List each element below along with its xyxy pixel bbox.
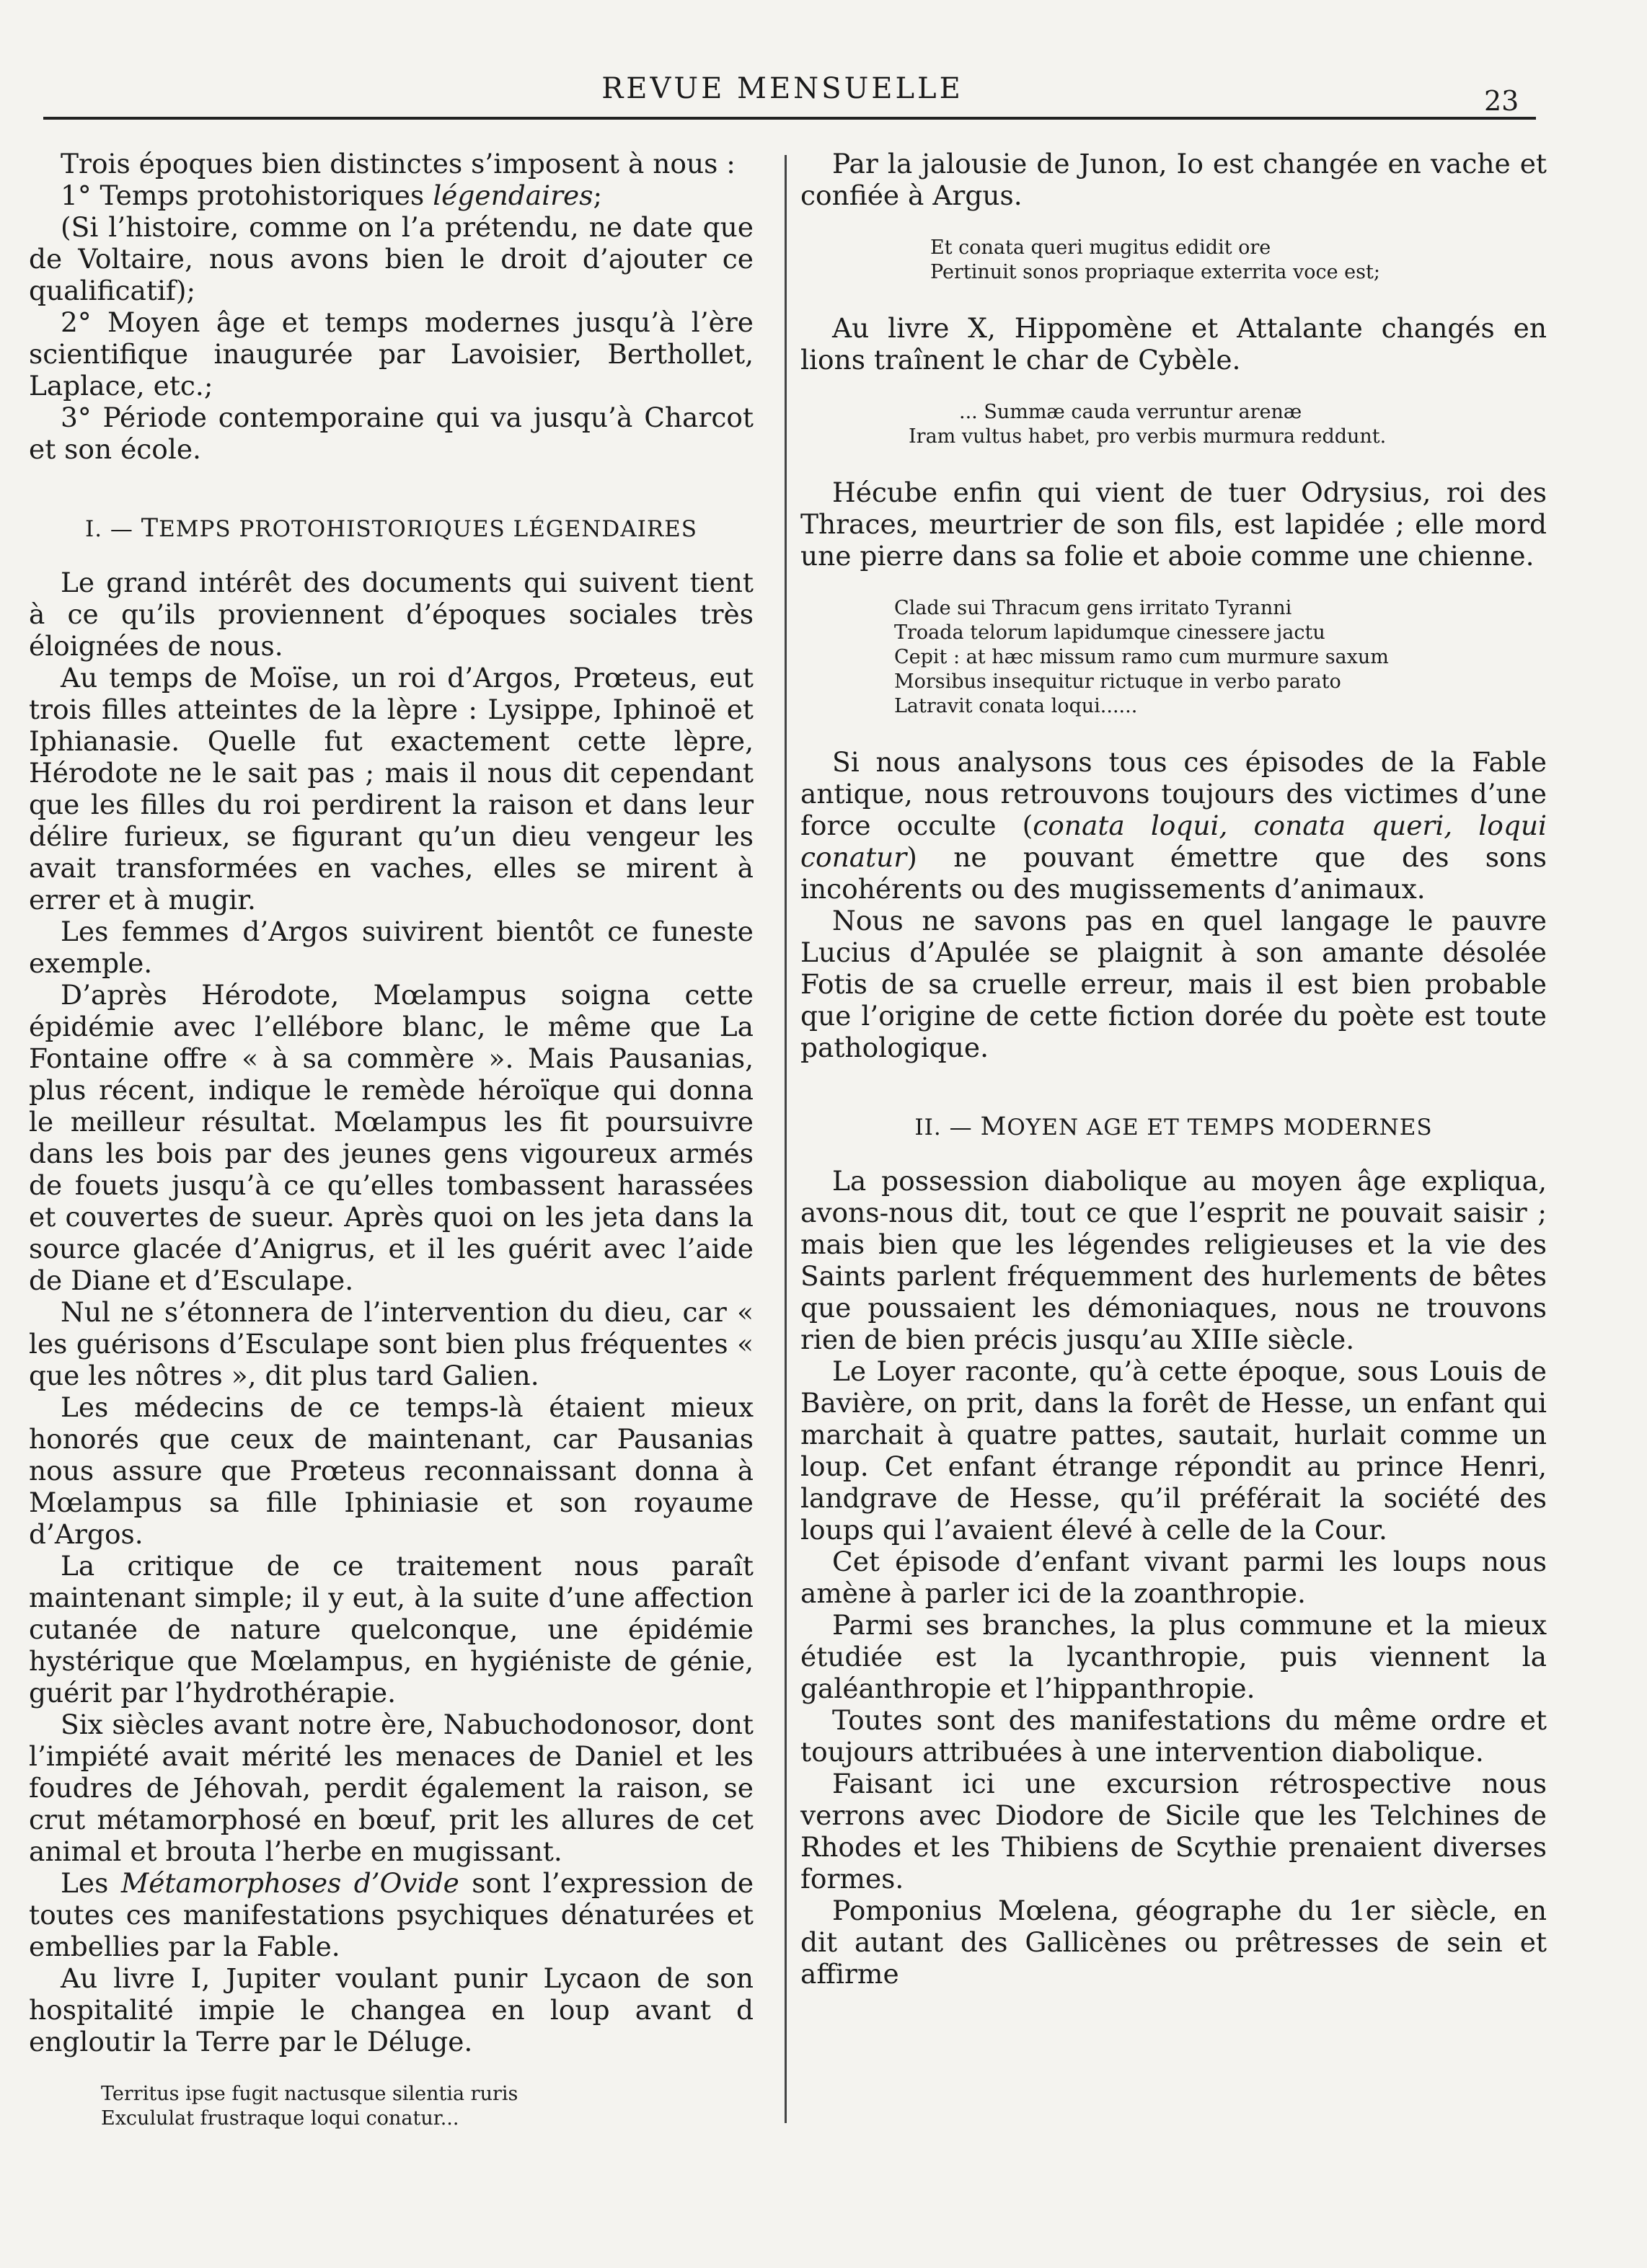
paragraph: Cet épisode d’enfant vivant parmi les loups nous amène à parler ici de la zoanthropie.	[800, 1546, 1547, 1609]
paragraph: Faisant ici une excursion rétrospective nous verrons avec Diodore de Sicile que les Telchines de Rhodes et les Thibiens de Scythie prenaient diverses formes.	[800, 1768, 1547, 1895]
paragraph: Les Métamorphoses d’Ovide sont l’expression de toutes ces manifestations psychiques dénaturées et embellies par la Fable.	[29, 1867, 754, 1962]
quote-line: Et conata queri mugitus edidit ore	[930, 236, 1271, 259]
right-column	[800, 148, 1547, 1990]
quote-line: Territus ipse fugit nactusque silentia ruris	[101, 2083, 518, 2105]
epoch-3: 3° Période contemporaine qui va jusqu’à Charcot et son école.	[29, 402, 754, 465]
paragraph: Le grand intérêt des documents qui suivent tient à ce qu’ils proviennent d’époques sociales très éloignées de nous.	[29, 567, 754, 662]
paragraph: Toutes sont des manifestations du même ordre et toujours attribuées à une intervention diabolique.	[800, 1704, 1547, 1768]
quote-line: Iram vultus habet, pro verbis murmura reddunt.	[909, 425, 1387, 448]
paragraph: Par la jalousie de Junon, Io est changée en vache et confiée à Argus.	[800, 148, 1547, 211]
epoch-2: 2° Moyen âge et temps modernes jusqu’à l’ère scientifique inaugurée par Lavoisier, Berthollet, Laplace, etc.;	[29, 306, 754, 402]
page-number: 23	[1484, 85, 1519, 117]
paragraph: Les médecins de ce temps-là étaient mieux honorés que ceux de maintenant, car Pausanias nous assure que Prœteus reconnaissant donna à Mœlampus sa fille Iphiniasie et son royaume d’Argos.	[29, 1391, 754, 1550]
latin-quote	[101, 2082, 754, 2131]
paragraph: Au livre X, Hippomène et Attalante changés en lions traînent le char de Cybèle.	[800, 312, 1547, 376]
column-divider	[785, 155, 787, 2123]
quote-line: Pertinuit sonos propriaque exterrita voce est;	[930, 261, 1380, 283]
paragraph: Six siècles avant notre ère, Nabuchodonosor, dont l’impiété avait mérité les menaces de Daniel et les foudres de Jéhovah, perdit également la raison, se crut métamorphosé en bœuf, prit les allures de cet animal et brouta l’herbe en mugissant.	[29, 1709, 754, 1867]
paragraph: La possession diabolique au moyen âge expliqua, avons-nous dit, tout ce que l’esprit ne pouvait saisir ; mais bien que les légendes religieuses et la vie des Saints parlent fréquemment des hurlements de bêtes que poussaient les démoniaques, nous ne trouvons rien de bien précis jusqu’au XIIIe siècle.	[800, 1165, 1547, 1355]
latin-quote	[930, 236, 1547, 285]
running-head: REVUE MENSUELLE	[601, 72, 963, 105]
paragraph: Parmi ses branches, la plus commune et la mieux étudiée est la lycanthropie, puis viennent la galéanthropie et l’hippanthropie.	[800, 1609, 1547, 1704]
quote-line: Excululat frustraque loqui conatur...	[101, 2107, 459, 2130]
paragraph: Hécube enfin qui vient de tuer Odrysius, roi des Thraces, meurtrier de son fils, est lapidée ; elle mord une pierre dans sa folie et aboie comme une chienne.	[800, 477, 1547, 572]
paragraph: D’après Hérodote, Mœlampus soigna cette épidémie avec l’ellébore blanc, le même que La Fontaine offre « à sa commère ». Mais Pausanias, plus récent, indique le remède héroïque qui donna le meilleur résultat. Mœlampus les fit poursuivre dans les bois par des jeunes gens vigoureux armés de fouets jusqu’à ce qu’elles tombassent harassées et couvertes de sueur. Après quoi on les jeta dans la source glacée d’Anigrus, et il les guérit avec l’aide de Diane et d’Esculape.	[29, 979, 754, 1296]
paragraph: Au livre I, Jupiter voulant punir Lycaon de son hospitalité impie le changea en loup avant d engloutir la Terre par le Déluge.	[29, 1962, 754, 2057]
quote-line: Troada telorum lapidumque cinessere jactu	[894, 621, 1325, 644]
latin-quote	[909, 400, 1547, 449]
quote-line: ... Summæ cauda verruntur arenæ	[959, 401, 1302, 423]
quote-line: Latravit conata loqui......	[894, 695, 1138, 717]
section-heading-2: II. — MOYEN AGE ET TEMPS MODERNES	[914, 1112, 1433, 1141]
paragraph: La critique de ce traitement nous paraît maintenant simple; il y eut, à la suite d’une affection cutanée de nature quelconque, une épidémie hystérique que Mœlampus, en hygiéniste de génie, guérit par l’hydrothérapie.	[29, 1550, 754, 1709]
header-rule	[43, 117, 1536, 120]
paragraph: Pomponius Mœlena, géographe du 1er siècle, en dit autant des Gallicènes ou prêtresses de sein et affirme	[800, 1895, 1547, 1990]
latin-quote	[894, 596, 1547, 719]
paragraph: Au temps de Moïse, un roi d’Argos, Prœteus, eut trois filles atteintes de la lèpre : Lysippe, Iphinoë et Iphianasie. Quelle fut exactement cette lèpre, Hérodote ne le sait pas ; mais il nous dit cependant que les filles du roi perdirent la raison et dans leur délire furieux, se figurant qu’un dieu vengeur les avait transformées en vaches, elles se mirent à errer et à mugir.	[29, 662, 754, 916]
paragraph: Nul ne s’étonnera de l’intervention du dieu, car « les guérisons d’Esculape sont bien plus fréquentes « que les nôtres », dit plus tard Galien.	[29, 1296, 754, 1391]
quote-line: Cepit : at hæc missum ramo cum murmure saxum	[894, 646, 1389, 668]
paragraph: Si nous analysons tous ces épisodes de la Fable antique, nous retrouvons toujours des victimes d’une force occulte (conata loqui, conata queri, loqui conatur) ne pouvant émettre que des sons incohérents ou des mugissements d’animaux.	[800, 746, 1547, 905]
quote-line: Morsibus insequitur rictuque in verbo parato	[894, 670, 1341, 693]
quote-line: Clade sui Thracum gens irritato Tyranni	[894, 597, 1292, 619]
epoch-1: 1° Temps protohistoriques légendaires;	[61, 180, 603, 211]
paragraph: Le Loyer raconte, qu’à cette époque, sous Louis de Bavière, on prit, dans la forêt de Hesse, un enfant qui marchait à quatre pattes, sautait, hurlait comme un loup. Cet enfant étrange répondit au prince Henri, landgrave de Hesse, qu’il préférait la société des loups qui l’avaient élevé à celle de la Cour.	[800, 1355, 1547, 1546]
paragraph: Nous ne savons pas en quel langage le pauvre Lucius d’Apulée se plaignit à son amante désolée Fotis de sa cruelle erreur, mais il est bien probable que l’origine de cette fiction dorée du poète est toute pathologique.	[800, 905, 1547, 1063]
paragraph: Les femmes d’Argos suivirent bientôt ce funeste exemple.	[29, 916, 754, 979]
intro-paragraph: Trois époques bien distinctes s’imposent à nous :	[61, 148, 736, 180]
epoch-aside: (Si l’histoire, comme on l’a prétendu, ne date que de Voltaire, nous avons bien le droit d’ajouter ce qualificatif);	[29, 211, 754, 306]
left-column	[29, 148, 754, 2158]
section-heading-1: I. — TEMPS PROTOHISTORIQUES LÉGENDAIRES	[84, 514, 698, 543]
